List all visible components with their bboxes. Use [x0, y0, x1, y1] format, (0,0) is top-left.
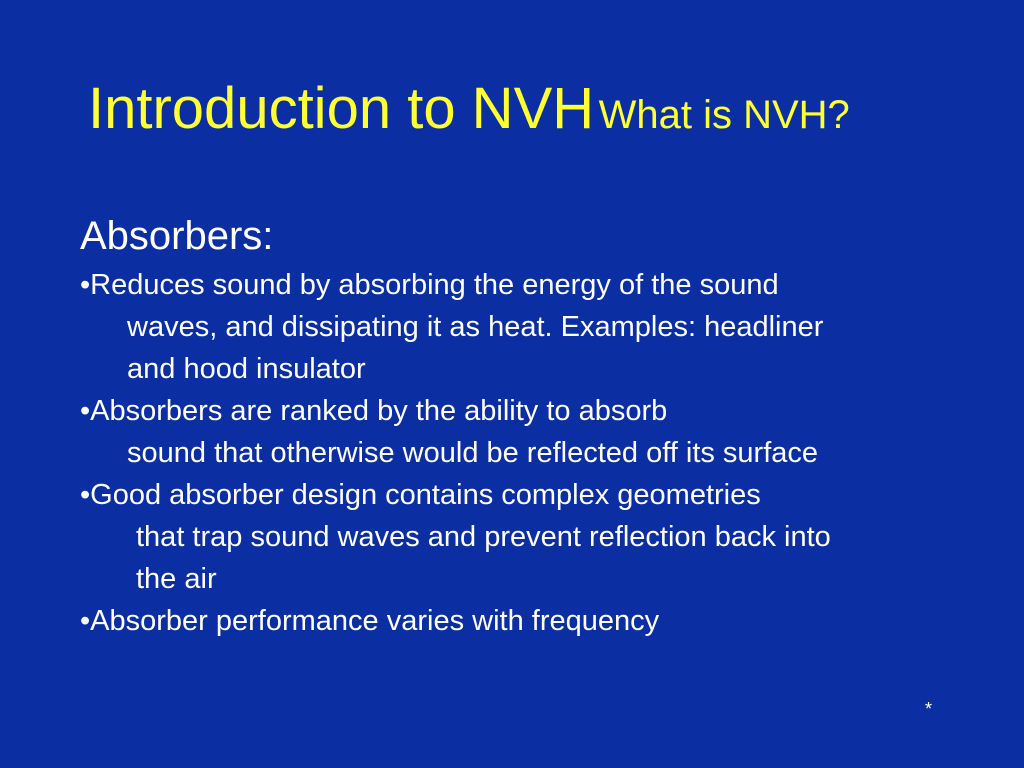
slide-title-sub: What is NVH? — [598, 93, 850, 137]
bullet-2-line-1: •Absorbers are ranked by the ability to absorb — [80, 395, 668, 427]
bullet-4-line-1: •Absorber performance varies with frequency — [80, 605, 660, 637]
section-heading: Absorbers: — [80, 214, 274, 258]
bullet-3 — [80, 474, 980, 600]
bullet-1-line-1: •Reduces sound by absorbing the energy of the sound — [80, 269, 779, 301]
bullet-1 — [80, 264, 980, 390]
bullet-1-line-2: waves, and dissipating it as heat. Examples: headliner — [127, 311, 824, 343]
bullet-1-line-3: and hood insulator — [127, 353, 366, 385]
slide-title — [88, 76, 850, 141]
slide-body — [80, 212, 980, 642]
footer-mark: * — [925, 699, 933, 719]
bullet-2 — [80, 390, 980, 474]
bullet-2-line-2: sound that otherwise would be reflected off its surface — [127, 437, 819, 469]
bullet-4 — [80, 600, 980, 642]
bullet-3-line-1: •Good absorber design contains complex geometries — [80, 479, 761, 511]
bullet-3-line-3: the air — [136, 563, 217, 595]
bullet-3-line-2: that trap sound waves and prevent reflection back into — [136, 521, 831, 553]
slide-title-main: Introduction to NVH — [88, 76, 595, 141]
